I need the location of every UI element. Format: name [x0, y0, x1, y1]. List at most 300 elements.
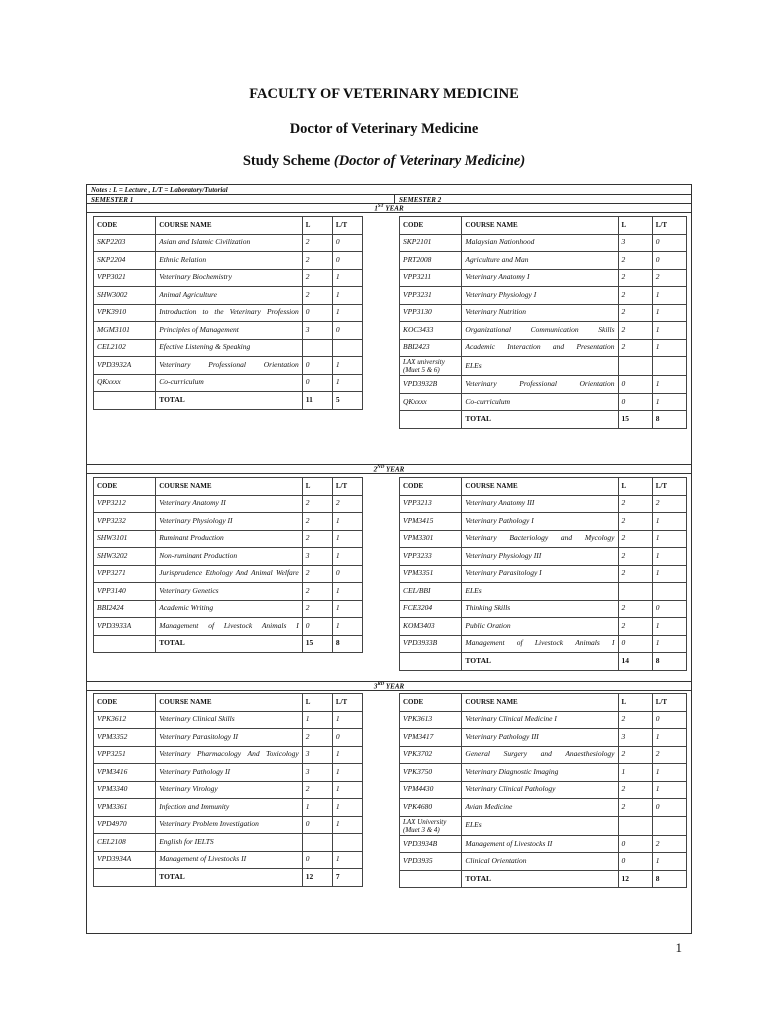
table-header-row [94, 694, 363, 712]
lab-tutorial-hours: 0 [652, 600, 686, 618]
lab-tutorial-hours: 1 [332, 513, 362, 531]
course-code: CEL/BBI [400, 583, 462, 601]
lecture-hours: 0 [302, 851, 332, 869]
course-name: Non-ruminant Production [156, 548, 303, 566]
course-code: VPK3750 [400, 764, 462, 782]
page-subtitle: Doctor of Veterinary Medicine [289, 121, 479, 137]
course-code: SKP2204 [94, 252, 156, 270]
course-code: VPP3233 [400, 548, 462, 566]
lecture-hours: 2 [618, 711, 652, 729]
lecture-hours: 3 [618, 729, 652, 747]
course-name: Veterinary Biochemistry [156, 269, 303, 287]
lecture-hours: 0 [618, 635, 652, 653]
course-name: TOTAL [156, 635, 303, 653]
table-row [94, 530, 363, 548]
lecture-hours: 3 [302, 764, 332, 782]
course-name: Management of Livestocks II [462, 835, 618, 853]
table-row [400, 513, 687, 531]
table-row [94, 799, 363, 817]
lecture-hours: 2 [618, 618, 652, 636]
lab-tutorial-hours: 0 [332, 234, 362, 252]
table-row [400, 495, 687, 513]
course-name: General Surgery and Anaesthesiology [462, 746, 618, 764]
course-name: Veterinary Pathology III [462, 729, 618, 747]
course-code [94, 392, 156, 410]
table-header-row [400, 694, 687, 712]
header-l: L [302, 217, 332, 235]
course-name: Co-curriculum [156, 374, 303, 392]
course-code: VPP3212 [94, 495, 156, 513]
course-code [400, 411, 462, 429]
course-name: Veterinary Problem Investigation [156, 816, 303, 834]
table-row [400, 304, 687, 322]
lab-tutorial-hours: 1 [332, 851, 362, 869]
year-2-semester-1-table [93, 477, 363, 653]
course-name: Veterinary Genetics [156, 583, 303, 601]
header-lt: L/T [332, 217, 362, 235]
course-code: VPK3702 [400, 746, 462, 764]
total-row [94, 869, 363, 887]
lab-tutorial-hours: 1 [332, 269, 362, 287]
table-row [400, 548, 687, 566]
header-lt: L/T [652, 694, 686, 712]
course-name: Veterinary Pharmacology And Toxicology [156, 746, 303, 764]
course-name: ELEs [462, 816, 618, 835]
course-name: TOTAL [156, 869, 303, 887]
scheme-italic: (Doctor of Veterinary Medicine) [333, 153, 526, 169]
lecture-hours: 2 [618, 495, 652, 513]
course-name: Veterinary Clinical Skills [156, 711, 303, 729]
table-row [400, 393, 687, 411]
course-name: Veterinary Physiology II [156, 513, 303, 531]
course-name: Veterinary Parasitology II [156, 729, 303, 747]
lab-tutorial-hours: 0 [332, 322, 362, 340]
table-row [94, 600, 363, 618]
header-code: CODE [400, 694, 462, 712]
course-name: Veterinary Diagnostic Imaging [462, 764, 618, 782]
course-code [400, 870, 462, 888]
course-code: VPP3232 [94, 513, 156, 531]
lecture-hours: 1 [302, 799, 332, 817]
lecture-hours: 2 [618, 304, 652, 322]
lecture-hours: 2 [302, 729, 332, 747]
course-name: TOTAL [156, 392, 303, 410]
semester-2-label: SEMESTER 2 [399, 196, 442, 204]
table-row [94, 495, 363, 513]
course-name: Veterinary Professional Orientation [156, 357, 303, 375]
course-code: QKxxxx [94, 374, 156, 392]
page-number: 1 [675, 940, 682, 955]
course-code: VPD3932A [94, 357, 156, 375]
course-name: Management of Livestocks II [156, 851, 303, 869]
course-code: PRT2008 [400, 252, 462, 270]
lab-tutorial-hours: 0 [652, 252, 686, 270]
lecture-hours: 3 [302, 548, 332, 566]
total-row [400, 411, 687, 429]
course-name: Malaysian Nationhood [462, 234, 618, 252]
course-name: Public Oration [462, 618, 618, 636]
lecture-hours: 0 [302, 304, 332, 322]
lecture-hours: 0 [302, 816, 332, 834]
table-row [94, 746, 363, 764]
course-name: Veterinary Anatomy III [462, 495, 618, 513]
course-code: VPK4680 [400, 799, 462, 817]
course-code: VPP3130 [400, 304, 462, 322]
lab-tutorial-hours [652, 583, 686, 601]
lab-tutorial-hours: 0 [652, 711, 686, 729]
lab-tutorial-hours [332, 339, 362, 357]
lecture-hours: 2 [618, 530, 652, 548]
lab-tutorial-hours: 1 [652, 635, 686, 653]
table-row [94, 565, 363, 583]
lecture-hours [302, 339, 332, 357]
table-row [94, 304, 363, 322]
table-row [94, 711, 363, 729]
lecture-hours: 2 [302, 252, 332, 270]
course-code: VPM3351 [400, 565, 462, 583]
table-row [94, 816, 363, 834]
header-course-name: COURSE NAME [156, 694, 303, 712]
course-name: English for IELTS [156, 834, 303, 852]
table-row [94, 764, 363, 782]
lab-tutorial-hours: 8 [652, 411, 686, 429]
course-name: Ethnic Relation [156, 252, 303, 270]
lab-tutorial-hours: 1 [652, 853, 686, 871]
course-name: Veterinary Pathology I [462, 513, 618, 531]
table-row [400, 799, 687, 817]
table-row [400, 322, 687, 340]
course-code: VPM3361 [94, 799, 156, 817]
table-row [94, 548, 363, 566]
course-code: SHW3202 [94, 548, 156, 566]
course-code [94, 869, 156, 887]
lecture-hours: 12 [618, 870, 652, 888]
table-row [400, 234, 687, 252]
course-code: VPP3021 [94, 269, 156, 287]
table-row [94, 513, 363, 531]
table-row [400, 711, 687, 729]
course-code: KOC3433 [400, 322, 462, 340]
lecture-hours: 2 [618, 513, 652, 531]
course-name: Veterinary Clinical Medicine I [462, 711, 618, 729]
course-name: Veterinary Anatomy II [156, 495, 303, 513]
header-course-name: COURSE NAME [156, 478, 303, 496]
table-row [400, 287, 687, 305]
table-row [400, 835, 687, 853]
table-row [94, 851, 363, 869]
header-course-name: COURSE NAME [462, 217, 618, 235]
table-row [400, 376, 687, 394]
course-code: VPD3934B [400, 835, 462, 853]
lab-tutorial-hours: 1 [652, 764, 686, 782]
course-code: VPP3140 [94, 583, 156, 601]
lecture-hours: 2 [302, 234, 332, 252]
lab-tutorial-hours: 1 [332, 711, 362, 729]
course-code: VPD3932B [400, 376, 462, 394]
course-code: SHW3002 [94, 287, 156, 305]
lecture-hours: 2 [302, 565, 332, 583]
lecture-hours: 2 [618, 252, 652, 270]
course-code: VPM3417 [400, 729, 462, 747]
course-code: LAX university (Muet 5 & 6) [400, 357, 462, 376]
lab-tutorial-hours: 8 [652, 870, 686, 888]
study-scheme-heading [0, 153, 768, 170]
table-row [400, 746, 687, 764]
lab-tutorial-hours: 0 [652, 799, 686, 817]
course-name: ELEs [462, 357, 618, 376]
total-row [94, 392, 363, 410]
lab-tutorial-hours: 2 [652, 835, 686, 853]
table-row [94, 252, 363, 270]
lecture-hours: 2 [302, 600, 332, 618]
lab-tutorial-hours: 0 [332, 565, 362, 583]
course-code: KOM3403 [400, 618, 462, 636]
lecture-hours: 3 [302, 746, 332, 764]
year-1-semester-1-table [93, 216, 363, 410]
lab-tutorial-hours: 1 [652, 729, 686, 747]
page-title: FACULTY OF VETERINARY MEDICINE [249, 86, 519, 102]
total-row [400, 870, 687, 888]
lab-tutorial-hours [652, 357, 686, 376]
lecture-hours: 2 [618, 287, 652, 305]
lab-tutorial-hours: 1 [332, 357, 362, 375]
header-code: CODE [94, 217, 156, 235]
lab-tutorial-hours: 1 [332, 799, 362, 817]
lab-tutorial-hours: 0 [652, 234, 686, 252]
lab-tutorial-hours: 1 [652, 565, 686, 583]
table-row [400, 339, 687, 357]
lecture-hours: 0 [618, 835, 652, 853]
lecture-hours: 1 [302, 711, 332, 729]
course-code: VPP3271 [94, 565, 156, 583]
lecture-hours: 2 [302, 495, 332, 513]
table-row [400, 853, 687, 871]
lecture-hours: 2 [302, 781, 332, 799]
course-name: Infection and Immunity [156, 799, 303, 817]
header-code: CODE [94, 478, 156, 496]
course-name: Introduction to the Veterinary Profession [156, 304, 303, 322]
header-lt: L/T [332, 694, 362, 712]
course-code: VPM3340 [94, 781, 156, 799]
course-name: Veterinary Virology [156, 781, 303, 799]
course-name: Academic Interaction and Presentation [462, 339, 618, 357]
course-code: VPP3251 [94, 746, 156, 764]
lecture-hours [618, 357, 652, 376]
table-row [400, 600, 687, 618]
table-header-row [400, 217, 687, 235]
lecture-hours: 0 [302, 618, 332, 636]
lab-tutorial-hours: 1 [652, 304, 686, 322]
lecture-hours [618, 816, 652, 835]
table-row [400, 635, 687, 653]
header-course-name: COURSE NAME [156, 217, 303, 235]
course-code: VPP3231 [400, 287, 462, 305]
lecture-hours: 2 [618, 322, 652, 340]
header-lt: L/T [332, 478, 362, 496]
header-l: L [302, 478, 332, 496]
course-name: Management of Livestock Animals I [462, 635, 618, 653]
course-name: Veterinary Parasitology I [462, 565, 618, 583]
table-row [400, 816, 687, 835]
table-row [400, 269, 687, 287]
course-name: Veterinary Anatomy I [462, 269, 618, 287]
study-scheme-table [86, 184, 692, 934]
table-row [94, 834, 363, 852]
lab-tutorial-hours: 2 [652, 495, 686, 513]
header-code: CODE [94, 694, 156, 712]
lab-tutorial-hours: 1 [652, 393, 686, 411]
header-code: CODE [400, 217, 462, 235]
header-lt: L/T [652, 478, 686, 496]
header-l: L [618, 217, 652, 235]
lecture-hours: 14 [618, 653, 652, 671]
course-name: Thinking Skills [462, 600, 618, 618]
course-name: Principles of Management [156, 322, 303, 340]
course-code: BBI2424 [94, 600, 156, 618]
table-row [94, 287, 363, 305]
course-code: VPM4430 [400, 781, 462, 799]
year-3-semester-2-table [399, 693, 687, 888]
lecture-hours: 12 [302, 869, 332, 887]
lab-tutorial-hours: 1 [652, 287, 686, 305]
year-3-semester-1-table [93, 693, 363, 887]
table-row [94, 339, 363, 357]
course-name: Co-curriculum [462, 393, 618, 411]
lab-tutorial-hours: 1 [332, 746, 362, 764]
table-row [94, 269, 363, 287]
lab-tutorial-hours [652, 816, 686, 835]
lab-tutorial-hours: 2 [332, 495, 362, 513]
lecture-hours: 0 [618, 376, 652, 394]
lab-tutorial-hours: 1 [652, 322, 686, 340]
course-name: Organizational Communication Skills [462, 322, 618, 340]
header-course-name: COURSE NAME [462, 478, 618, 496]
table-row [94, 729, 363, 747]
course-name: Veterinary Bacteriology and Mycology [462, 530, 618, 548]
course-name: Veterinary Pathology II [156, 764, 303, 782]
table-row [400, 357, 687, 376]
course-name: Agriculture and Man [462, 252, 618, 270]
table-row [400, 618, 687, 636]
header-course-name: COURSE NAME [462, 694, 618, 712]
lecture-hours [302, 834, 332, 852]
course-code: VPM3416 [94, 764, 156, 782]
table-row [94, 618, 363, 636]
table-row [400, 729, 687, 747]
lab-tutorial-hours: 7 [332, 869, 362, 887]
course-code: VPP3213 [400, 495, 462, 513]
header-lt: L/T [652, 217, 686, 235]
lab-tutorial-hours: 1 [332, 530, 362, 548]
lecture-hours: 2 [618, 799, 652, 817]
course-name: Veterinary Physiology III [462, 548, 618, 566]
lab-tutorial-hours: 1 [652, 530, 686, 548]
lecture-hours: 0 [618, 853, 652, 871]
header-l: L [618, 694, 652, 712]
course-code: SKP2203 [94, 234, 156, 252]
lab-tutorial-hours: 8 [652, 653, 686, 671]
lecture-hours: 2 [618, 548, 652, 566]
course-name: Veterinary Physiology I [462, 287, 618, 305]
course-code: SHW3101 [94, 530, 156, 548]
course-code: VPM3415 [400, 513, 462, 531]
lab-tutorial-hours: 1 [332, 764, 362, 782]
lab-tutorial-hours: 5 [332, 392, 362, 410]
semester-1-label: SEMESTER 1 [91, 196, 134, 204]
lecture-hours: 0 [302, 357, 332, 375]
lecture-hours: 2 [302, 583, 332, 601]
lecture-hours: 15 [618, 411, 652, 429]
lab-tutorial-hours: 2 [652, 269, 686, 287]
table-header-row [400, 478, 687, 496]
course-name: Avian Medicine [462, 799, 618, 817]
table-row [400, 565, 687, 583]
lab-tutorial-hours: 1 [652, 548, 686, 566]
course-code: VPM3352 [94, 729, 156, 747]
course-code: LAX University (Muet 3 & 4) [400, 816, 462, 835]
lecture-hours: 2 [618, 565, 652, 583]
course-name: Veterinary Professional Orientation [462, 376, 618, 394]
table-header-row [94, 478, 363, 496]
table-row [400, 583, 687, 601]
table-row [94, 357, 363, 375]
lecture-hours: 0 [618, 393, 652, 411]
lab-tutorial-hours: 1 [652, 376, 686, 394]
course-code: CEL2108 [94, 834, 156, 852]
course-code: VPP3211 [400, 269, 462, 287]
lab-tutorial-hours: 1 [332, 583, 362, 601]
course-code: VPD3933B [400, 635, 462, 653]
course-code: FCE3204 [400, 600, 462, 618]
course-name: Academic Writing [156, 600, 303, 618]
lecture-hours: 2 [618, 746, 652, 764]
table-row [400, 530, 687, 548]
course-code: VPD3934A [94, 851, 156, 869]
course-name: ELEs [462, 583, 618, 601]
lecture-hours: 2 [618, 781, 652, 799]
lab-tutorial-hours: 0 [332, 252, 362, 270]
lab-tutorial-hours: 0 [332, 729, 362, 747]
year-1-label: 1ST YEAR [374, 204, 404, 213]
course-code: VPD3933A [94, 618, 156, 636]
lecture-hours [618, 583, 652, 601]
course-name: Efective Listening & Speaking [156, 339, 303, 357]
course-name: Veterinary Nutrition [462, 304, 618, 322]
course-name: TOTAL [462, 411, 618, 429]
table-row [94, 781, 363, 799]
lab-tutorial-hours: 1 [332, 781, 362, 799]
table-row [400, 252, 687, 270]
course-code: SKP2101 [400, 234, 462, 252]
lecture-hours: 3 [302, 322, 332, 340]
lab-tutorial-hours: 1 [652, 781, 686, 799]
course-code: MGM3101 [94, 322, 156, 340]
lecture-hours: 2 [618, 339, 652, 357]
lab-tutorial-hours: 1 [332, 600, 362, 618]
course-code: VPK3612 [94, 711, 156, 729]
lab-tutorial-hours: 1 [652, 513, 686, 531]
course-code: VPD3935 [400, 853, 462, 871]
lab-tutorial-hours: 8 [332, 635, 362, 653]
total-row [94, 635, 363, 653]
lab-tutorial-hours: 1 [652, 339, 686, 357]
course-code [94, 635, 156, 653]
table-row [400, 781, 687, 799]
table-row [94, 583, 363, 601]
course-name: Clinical Orientation [462, 853, 618, 871]
year-2-semester-2-table [399, 477, 687, 671]
lecture-hours: 11 [302, 392, 332, 410]
